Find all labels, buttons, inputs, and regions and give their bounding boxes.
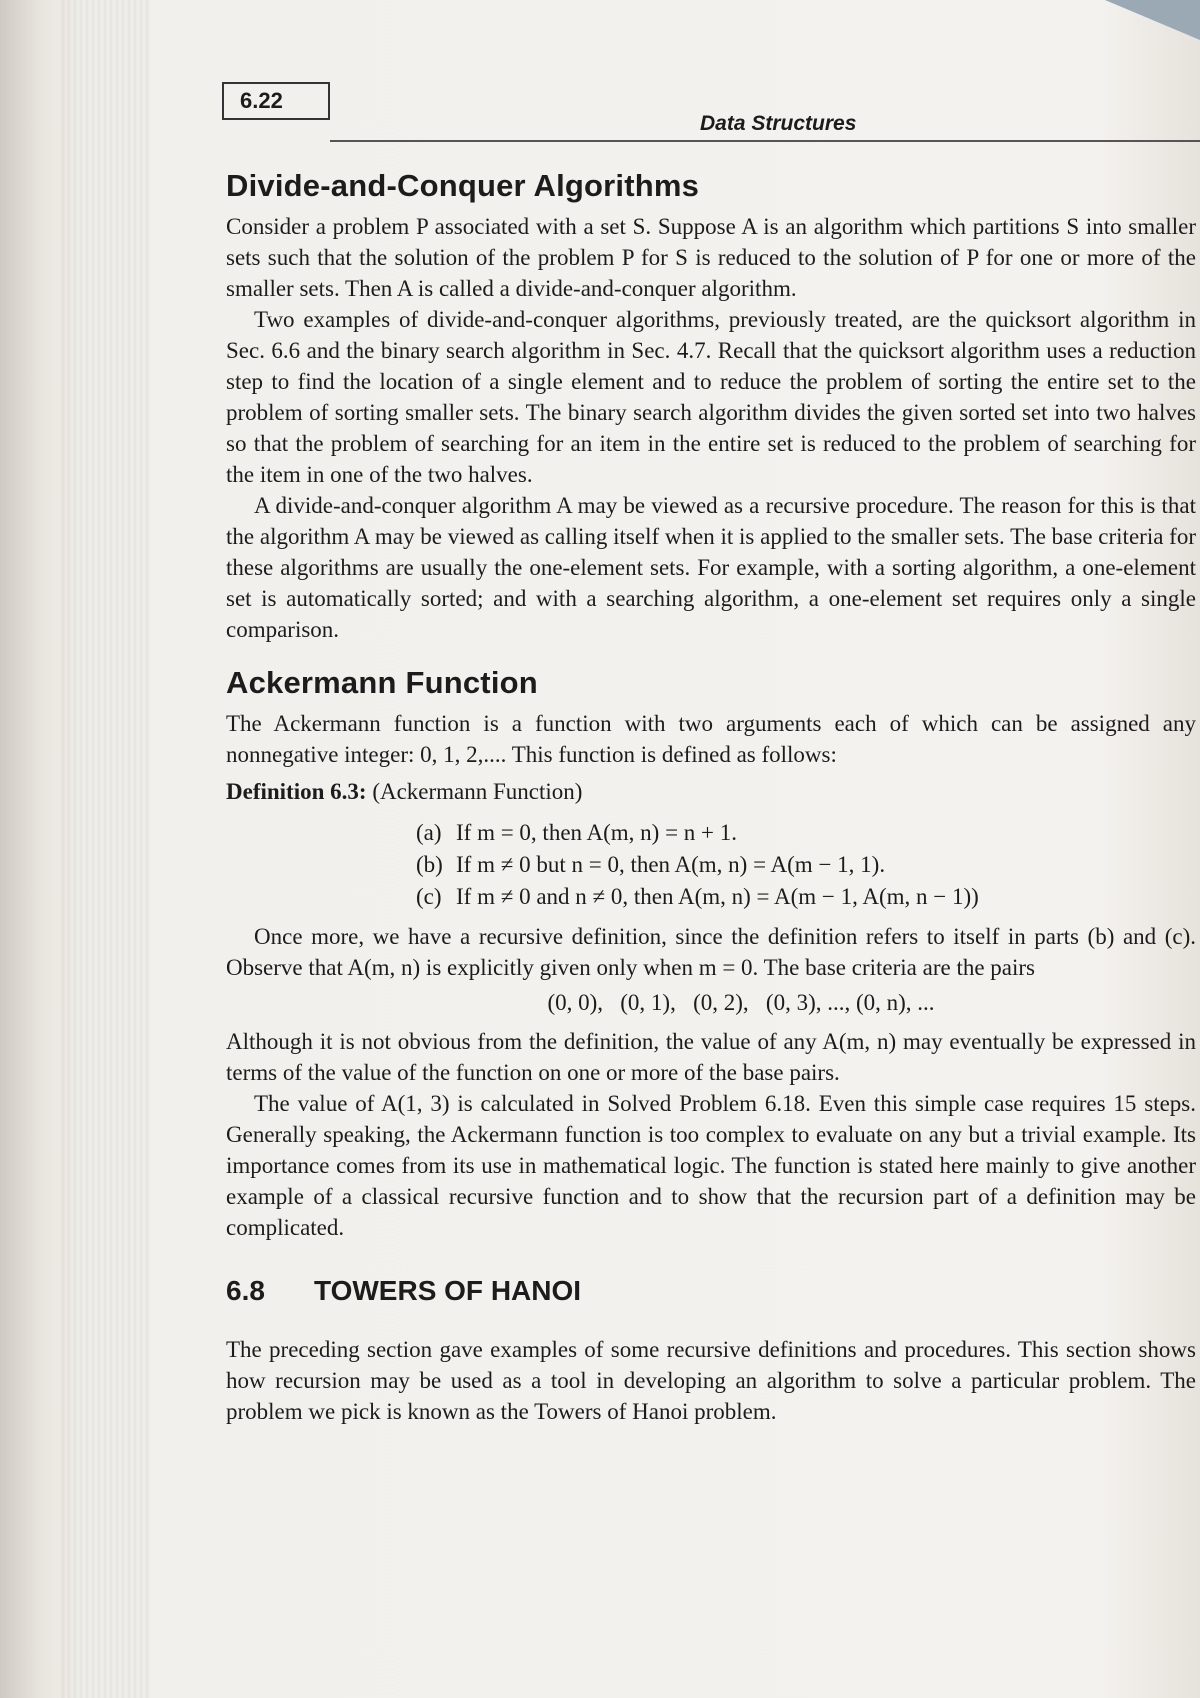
case-c: [416, 881, 1196, 913]
page-number: 6.22: [222, 82, 330, 120]
ackermann-heading: Ackermann Function: [226, 665, 538, 700]
divide-heading: Divide-and-Conquer Algorithms: [226, 168, 700, 203]
case-label: (c): [416, 884, 442, 909]
hanoi-paragraph-1: The preceding section gave examples of some recursive definitions and procedures. This section shows how recursion may be used as a tool in developing an algorithm to solve a particular problem. The problem we pick is known as the Towers of Hanoi problem.: [226, 1337, 1196, 1424]
case-label: (b): [416, 852, 443, 877]
section-heading: [226, 1275, 1196, 1306]
base-pairs: (0, 0), (0, 1), (0, 2), (0, 3), ..., (0, n), ...: [547, 990, 935, 1015]
ackermann-paragraph-2: Once more, we have a recursive definition, since the definition refers to itself in parts (b) and (c). Observe that A(m, n) is explicitly given only when m = 0. The base criteria are the pairs: [226, 924, 1196, 980]
definition-line: [226, 776, 1196, 807]
case-text: If m = 0, then A(m, n) = n + 1.: [456, 820, 738, 845]
page-corner: [1105, 0, 1200, 40]
divide-paragraph-3: A divide-and-conquer algorithm A may be viewed as a recursive procedure. The reason for this is that the algorithm A may be viewed as calling itself when it is applied to the smaller sets. The base criteria for these algorithms are usually the one-element sets. For example, with a sorting algorithm, a one-element set is automatically sorted; and with a searching algorithm, a one-element set requires only a single comparison.: [226, 493, 1196, 642]
ackermann-paragraph-1: The Ackermann function is a function with two arguments each of which can be assigned any nonnegative integer: 0, 1, 2,.... This function is defined as follows:: [226, 711, 1196, 767]
header-rule: [330, 140, 1200, 142]
section-title: TOWERS OF HANOI: [314, 1275, 582, 1306]
definition-cases: [416, 817, 1196, 913]
section-number: 6.8: [226, 1275, 265, 1306]
ackermann-paragraph-3: Although it is not obvious from the definition, the value of any A(m, n) may eventually be expressed in terms of the value of the function on one or more of the base pairs.: [226, 1029, 1196, 1085]
divide-paragraph-2: Two examples of divide-and-conquer algorithms, previously treated, are the quicksort algorithm in Sec. 6.6 and the binary search algorithm in Sec. 4.7. Recall that the quicksort algorithm uses a reduction step to find the location of a single element and to reduce the problem of sorting the entire set to the problem of sorting smaller sets. The binary search algorithm divides the given sorted set into two halves so that the problem of searching for an item in the entire set is reduced to the problem of searching for the item in one of the two halves.: [226, 307, 1196, 487]
ackermann-paragraph-4: The value of A(1, 3) is calculated in Solved Problem 6.18. Even this simple case requires 15 steps. Generally speaking, the Ackermann function is too complex to evaluate on any but a trivial example. Its importance comes from its use in mathematical logic. The function is stated here mainly to give another example of a classical recursive function and to show that the recursion part of a definition may be complicated.: [226, 1091, 1196, 1240]
case-a: [416, 817, 1196, 849]
case-text: If m ≠ 0 and n ≠ 0, then A(m, n) = A(m − 1, A(m, n − 1)): [456, 884, 979, 909]
case-label: (a): [416, 820, 442, 845]
running-title: Data Structures: [700, 112, 857, 135]
page-content: [226, 160, 1196, 1427]
case-b: [416, 849, 1196, 881]
page-binding-shadow: [60, 0, 150, 1698]
definition-label: Definition 6.3:: [226, 779, 367, 804]
divide-paragraph-1: Consider a problem P associated with a set S. Suppose A is an algorithm which partitions S into smaller sets such that the solution of the problem P for S is reduced to the solution of P for one or more of the smaller sets. Then A is called a divide-and-conquer algorithm.: [226, 214, 1196, 301]
case-text: If m ≠ 0 but n = 0, then A(m, n) = A(m − 1, 1).: [456, 852, 886, 877]
definition-title: (Ackermann Function): [372, 779, 583, 804]
